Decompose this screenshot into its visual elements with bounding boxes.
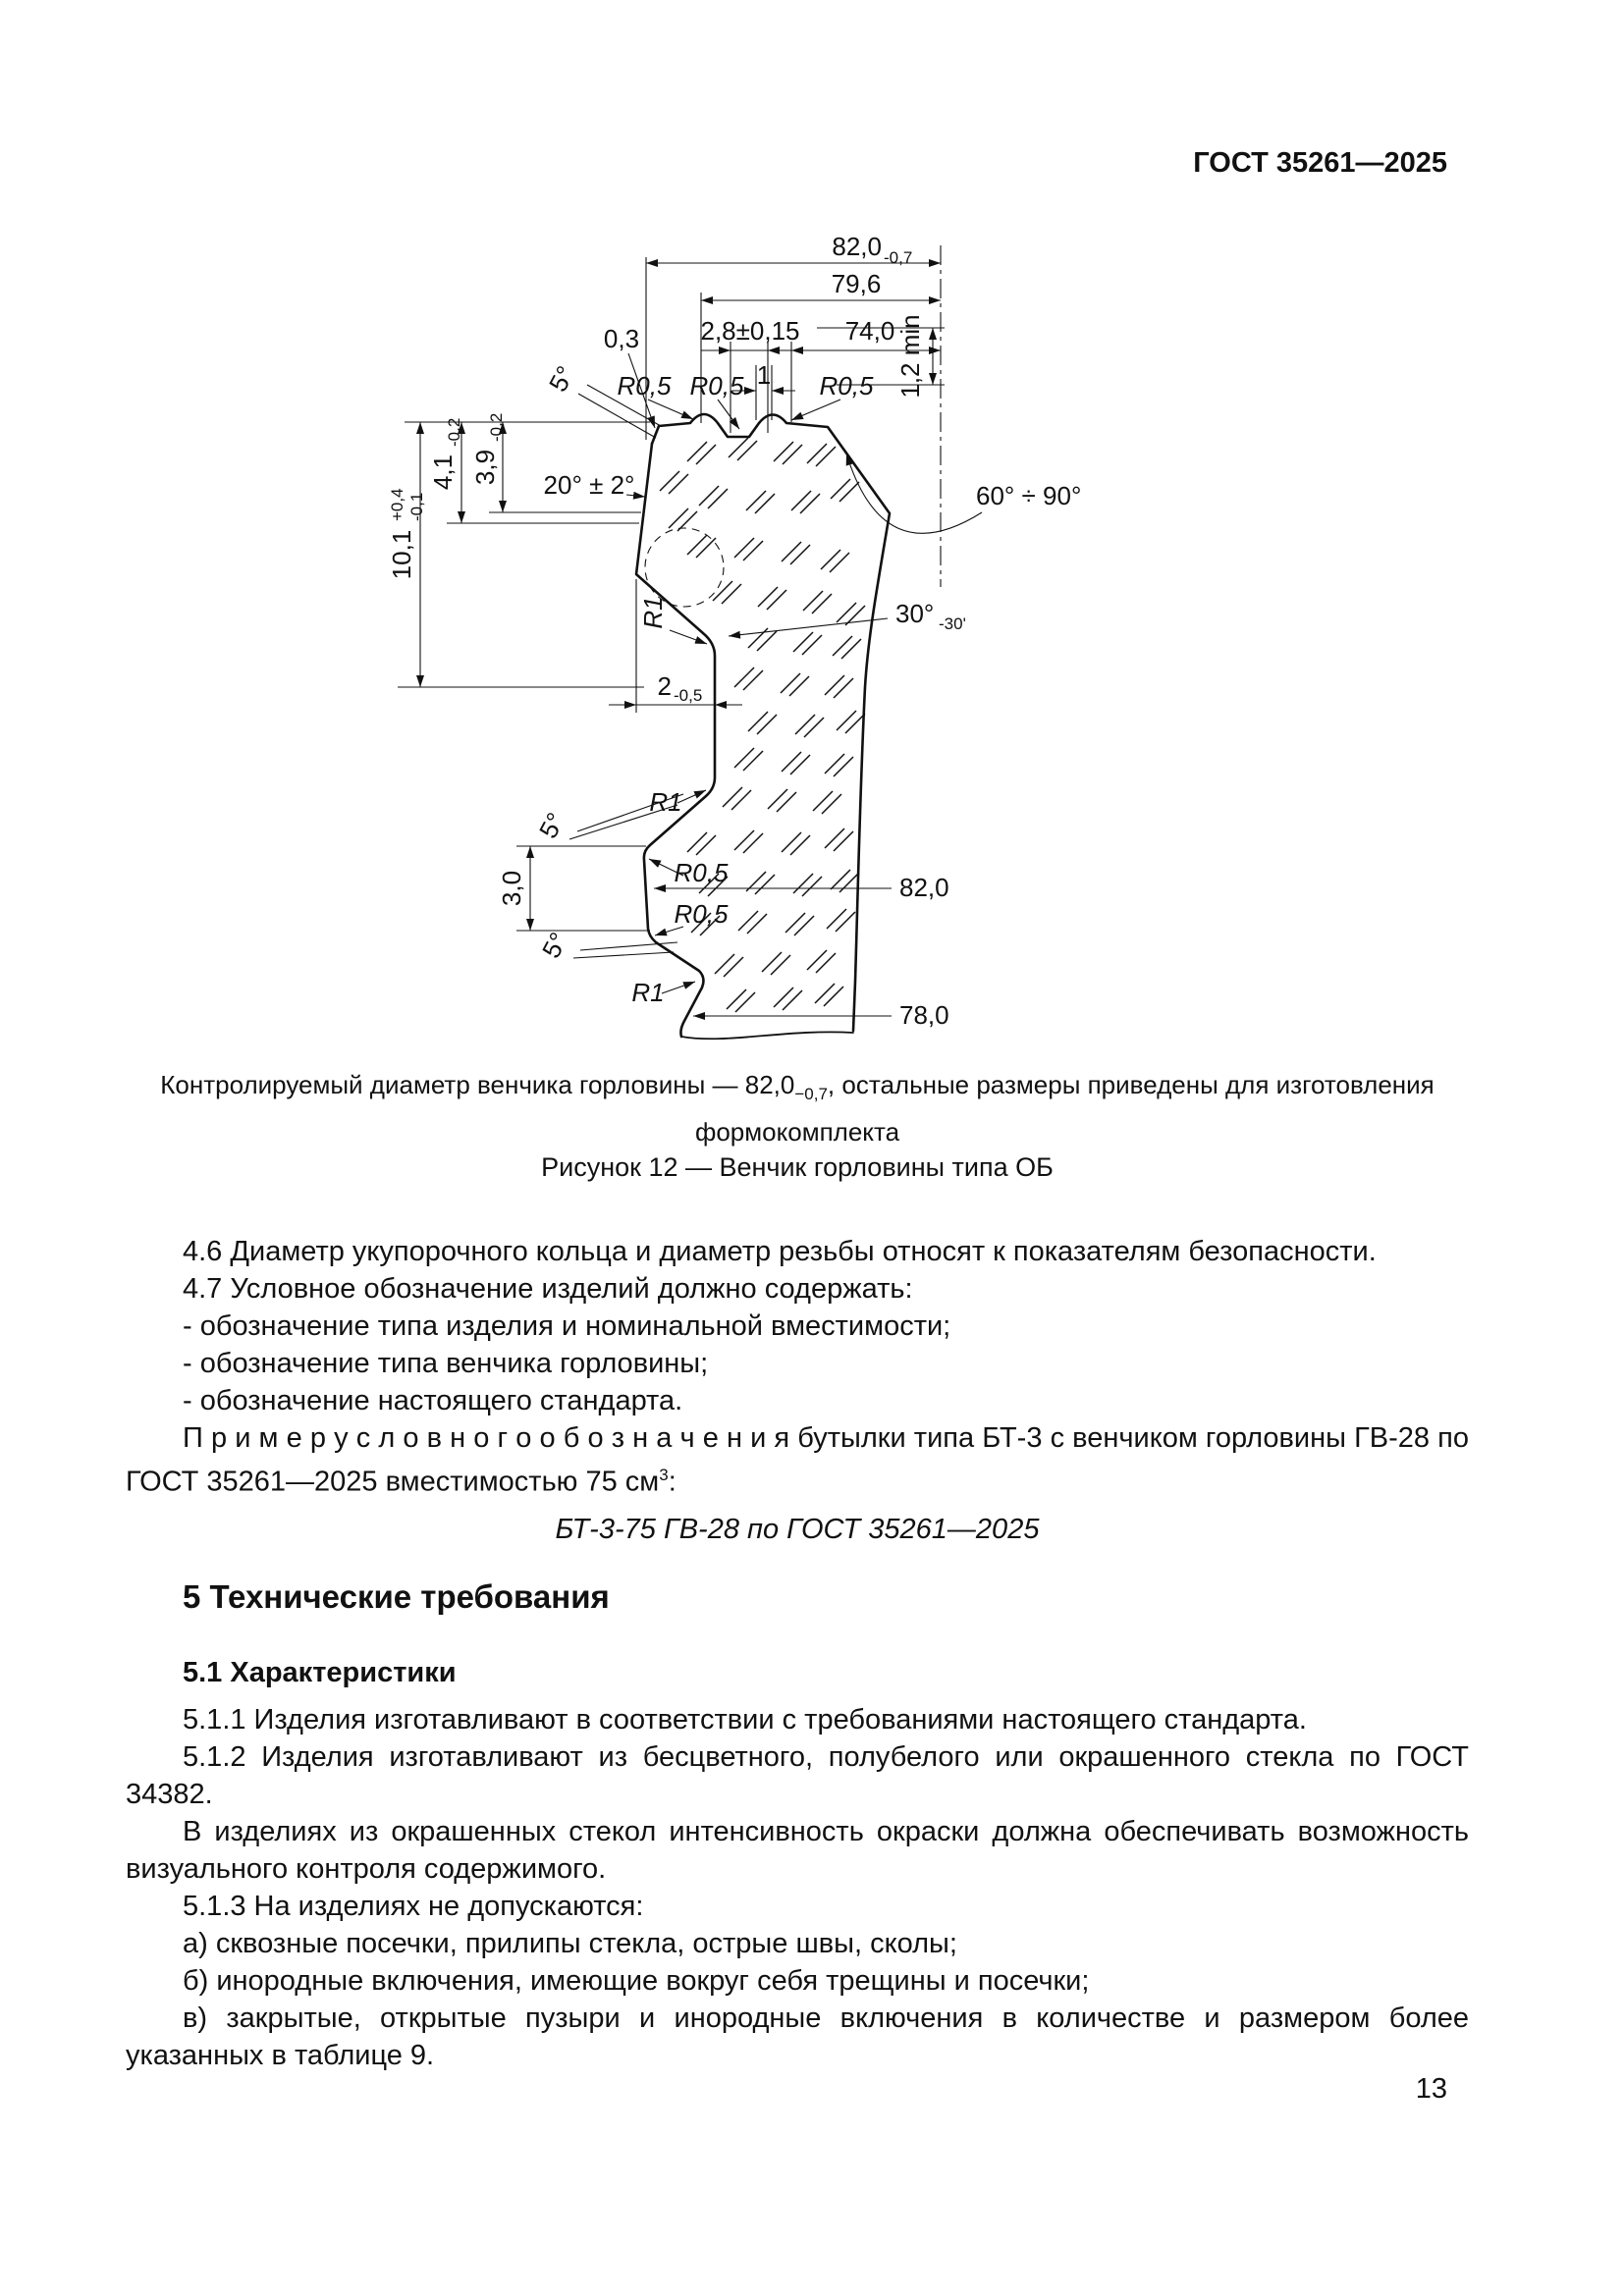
angle-60-90: 60° ÷ 90° (976, 481, 1082, 510)
extension-lines (398, 257, 945, 931)
dim-82-top-tolerance: -0,7 (884, 248, 913, 267)
dim-2-wall-tolerance: -0,5 (674, 686, 703, 705)
radius-0-5-top-3: R0,5 (819, 371, 874, 400)
dim-1-2-min: 1,2 min (895, 314, 925, 399)
dim-10-1: 10,1 (387, 529, 416, 580)
list-item-designation-2: - обозначение типа венчика горловины; (183, 1348, 709, 1379)
dim-82-top: 82,0 (832, 232, 882, 261)
list-item-designation-3: - обозначение настоящего стандарта. (183, 1385, 683, 1416)
profile-top-and-bore (652, 414, 890, 1031)
caption-part2: , остальные размеры приведены для изготовления (827, 1070, 1435, 1099)
angle-5-low: 5° (535, 927, 574, 963)
angle-5-mid: 5° (532, 807, 571, 843)
profile-left (636, 444, 715, 1037)
radius-0-5-mid-2: R0,5 (674, 899, 729, 929)
document-body (126, 1233, 1469, 2074)
example-intro-part1: П р и м е р у с л о в н о г о о б о з н а ч е н и я бутылки типа БТ-3 с венчиком горловины ГВ-28 по ГОСТ 35261—2025 вместимостью 75 см (126, 1422, 1469, 1498)
dim-79-6: 79,6 (831, 269, 882, 298)
dim-78: 78,0 (899, 1000, 949, 1030)
list-item-defects-c: в) закрытые, открытые пузыри и инородные включения в количестве и размером более указанных в таблице 9. (126, 2002, 1469, 2071)
list-item-defects-a: а) сквозные посечки, прилипы стекла, острые швы, сколы; (183, 1927, 957, 1959)
caption-tolerance: −0,7 (794, 1085, 828, 1104)
page-number: 13 (1415, 2073, 1447, 2105)
dim-74: 74,0 (844, 316, 895, 346)
radius-1-upper: R1 (638, 596, 668, 629)
angle-20: 20° ± 2° (543, 470, 635, 500)
paragraph-4-6: 4.6 Диаметр укупорочного кольца и диаметр резьбы относят к показателям безопасности. (183, 1236, 1377, 1267)
paragraph-5-1-1: 5.1.1 Изделия изготавливают в соответствии с требованиями настоящего стандарта. (183, 1703, 1307, 1735)
dimension-labels (387, 232, 1081, 1030)
detail-circle (645, 528, 724, 607)
section-5-1-heading: 5.1 Характеристики (183, 1656, 457, 1688)
dim-10-1-tolerance-plus: +0,4 (388, 488, 406, 521)
dim-3-9: 3,9 (470, 449, 500, 486)
caption-part1: Контролируемый диаметр венчика горловины — 82,0 (160, 1070, 795, 1099)
paragraph-5-1-2-cont: В изделиях из окрашенных стекол интенсивность окраски должна обеспечивать возможность визуального контроля содержимого. (126, 1815, 1469, 1885)
dim-4-1: 4,1 (428, 454, 458, 491)
angle-5-top: 5° (542, 360, 581, 397)
paragraph-5-1-2: 5.1.2 Изделия изготавливают из бесцветного, полубелого или окрашенного стекла по ГОСТ 34382. (126, 1740, 1469, 1810)
angle-30-tolerance: -30' (939, 614, 966, 633)
dim-2-8: 2,8±0,15 (700, 316, 800, 346)
dim-0-3: 0,3 (603, 324, 640, 353)
dim-10-1-tolerance-minus: -0,1 (407, 492, 426, 521)
dim-3-0: 3,0 (497, 870, 526, 907)
dim-3-9-tolerance: -0,2 (487, 412, 506, 442)
leader-lines (569, 353, 982, 1016)
dim-1: 1 (756, 360, 772, 390)
list-item-defects-b: б) инородные включения, имеющие вокруг себя трещины и посечки; (183, 1964, 1090, 1997)
radius-1-mid: R1 (649, 787, 682, 817)
break-line-bottom (681, 1032, 853, 1039)
figure-12-drawing (265, 221, 1110, 1085)
example-intro-sup: 3 (659, 1466, 669, 1484)
radius-0-5-top-1: R0,5 (617, 371, 672, 400)
example-intro (126, 1419, 1469, 1501)
list-item-designation-1: - обозначение типа изделия и номинальной вместимости; (183, 1310, 951, 1342)
figure-title: Рисунок 12 — Венчик горловины типа ОБ (541, 1152, 1054, 1182)
paragraph-5-1-3: 5.1.3 На изделиях не допускаются: (183, 1890, 644, 1922)
figure-caption (126, 1066, 1469, 1150)
dim-2-wall: 2 (657, 671, 672, 701)
caption-line2: формокомплекта (694, 1117, 900, 1148)
example-designation: БТ-3-75 ГВ-28 по ГОСТ 35261—2025 (555, 1513, 1040, 1545)
example-intro-part2: : (668, 1466, 677, 1498)
dimension-lines (420, 263, 941, 931)
radius-0-5-top-2: R0,5 (689, 371, 744, 400)
radius-1-low: R1 (631, 978, 665, 1007)
section-5-heading: 5 Технические требования (183, 1577, 610, 1615)
dim-82-mid: 82,0 (899, 873, 949, 902)
document-header: ГОСТ 35261—2025 (1193, 147, 1447, 179)
radius-0-5-mid-1: R0,5 (674, 858, 729, 887)
angle-30: 30° (895, 599, 935, 628)
paragraph-4-7: 4.7 Условное обозначение изделий должно содержать: (183, 1273, 913, 1305)
dim-4-1-tolerance: -0,2 (445, 417, 463, 447)
neck-finish-section-svg (265, 221, 1110, 1085)
